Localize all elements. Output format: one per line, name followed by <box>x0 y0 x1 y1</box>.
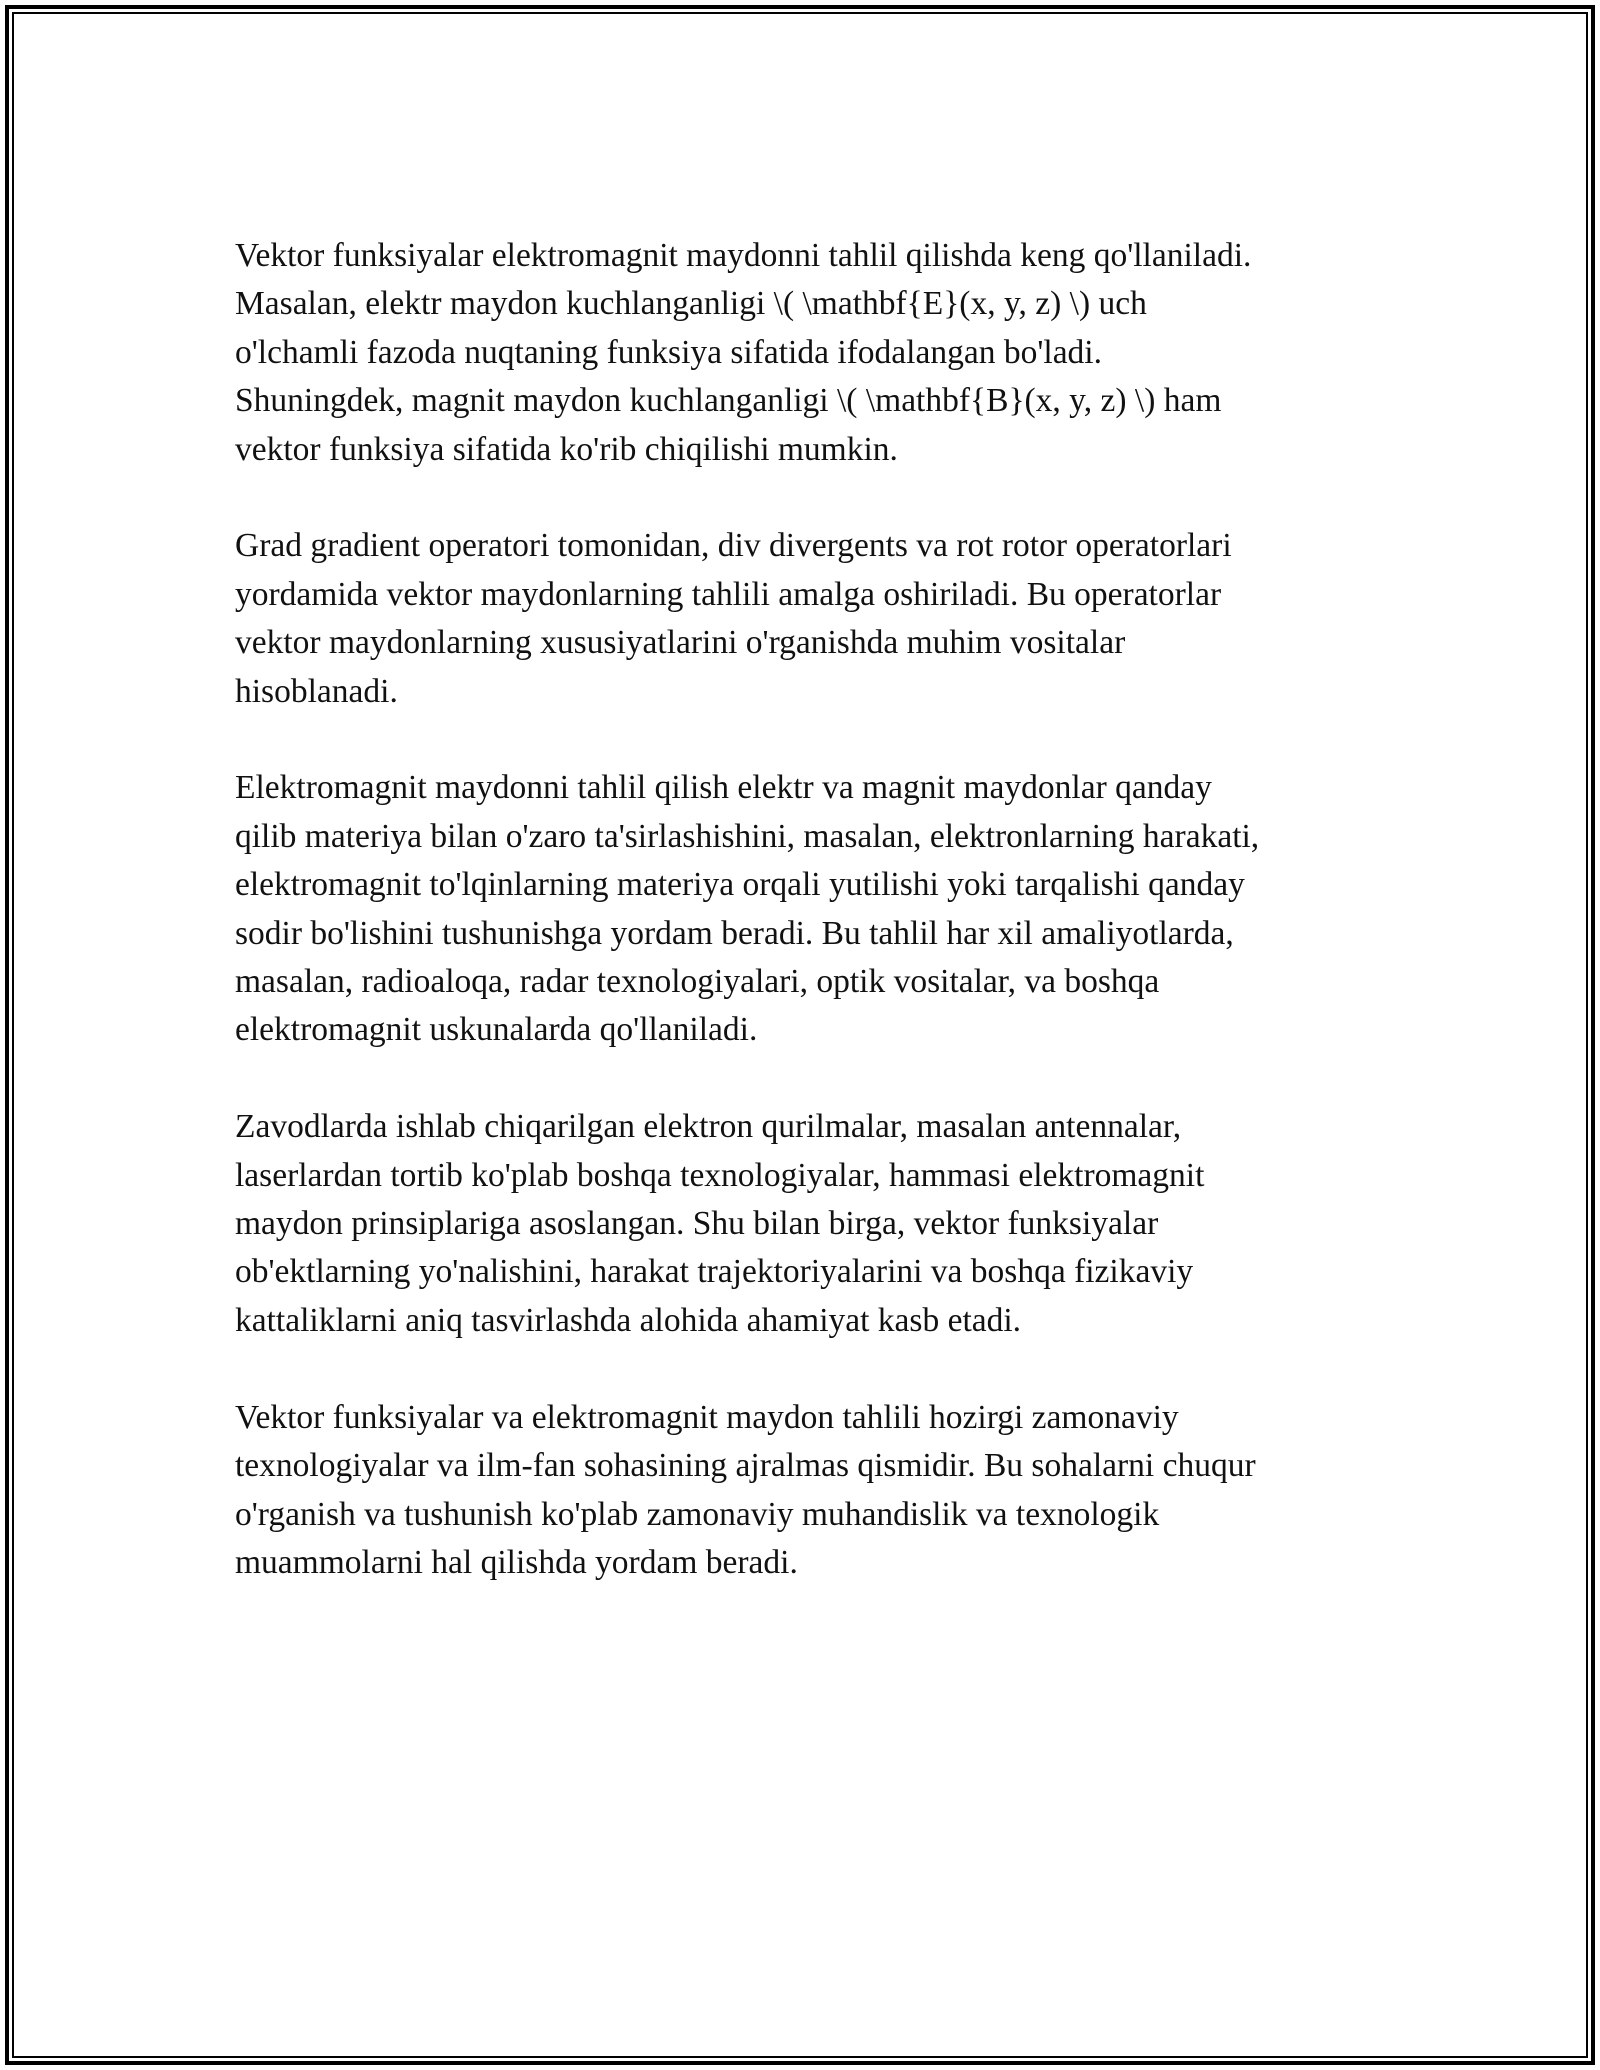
paragraph-vector-functions-intro: Vektor funksiyalar elektromagnit maydonni tahlil qilishda keng qo'llaniladi. Masalan, elektr maydon kuchlanganligi \( \mathbf{E}(x, y, z) \) uch o'lchamli fazoda nuqtaning funksiya sifatida ifodalangan bo'ladi. Shuningdek, magnit maydon kuchlanganligi \( \mathbf{B}(x, y, z) \) ham vektor funksiya sifatida ko'rib chiqilishi mumkin. <box>235 237 1252 468</box>
paragraph-devices: Zavodlarda ishlab chiqarilgan elektron qurilmalar, masalan antennalar, laserlardan tortib ko'plab boshqa texnologiyalar, hammasi elektromagnit maydon prinsiplariga asoslangan. Shu bilan birga, vektor funksiyalar ob'ektlarning yo'nalishini, harakat trajektoriyalarini va boshqa fizikaviy kattaliklarni aniq tasvirlashda alohida ahamiyat kasb etadi. <box>235 1108 1205 1339</box>
paragraph-conclusion: Vektor funksiyalar va elektromagnit maydon tahlili hozirgi zamonaviy texnologiyalar va ilm-fan sohasining ajralmas qismidir. Bu sohalarni chuqur o'rganish va tushunish ko'plab zamonaviy muhandislik va texnologik muammolarni hal qilishda yordam beradi. <box>235 1398 1256 1581</box>
paragraph-em-field-analysis: Elektromagnit maydonni tahlil qilish elektr va magnit maydonlar qanday qilib materiya bilan o'zaro ta'sirlashishini, masalan, elektronlarning harakati, elektromagnit to'lqinlarning materiya orqali yutilishi yoki tarqalishi qanday sodir bo'lishini tushunishga yordam beradi. Bu tahlil har xil amaliyotlarda, masalan, radioaloqa, radar texnologiyalari, optik vositalar, va boshqa elektromagnit uskunalarda qo'llaniladi. <box>235 769 1260 1049</box>
paragraph-operators: Grad gradient operatori tomonidan, div divergents va rot rotor operatorlari yordamida vektor maydonlarning tahlili amalga oshiriladi. Bu operatorlar vektor maydonlarning xususiyatlarini o'rganishda muhim vositalar hisoblanadi. <box>235 527 1232 710</box>
document-body <box>235 232 1385 1636</box>
